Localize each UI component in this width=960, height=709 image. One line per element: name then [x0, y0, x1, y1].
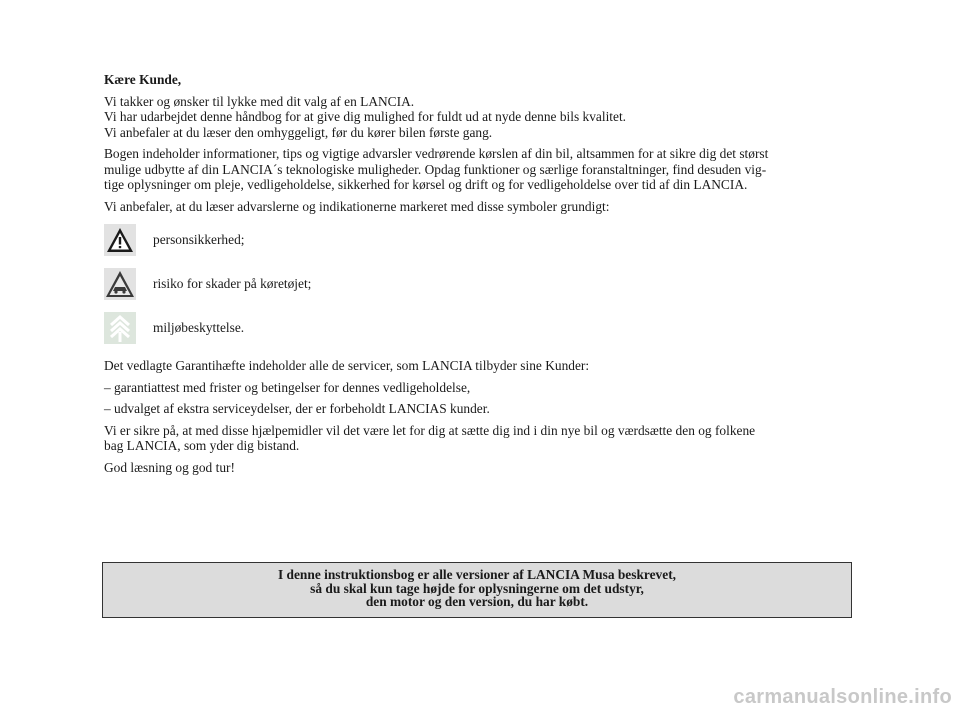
symbol-label: personsikkerhed;: [153, 232, 245, 247]
letter-body: [104, 72, 856, 475]
salutation: Kære Kunde,: [104, 72, 182, 87]
book-content-line: mulige udbytte af din LANCIA´s teknologiske muligheder. Opdag funktioner og særlige foranstaltninger, find desuden vig-: [104, 161, 767, 177]
symbol-label: risiko for skader på køretøjet;: [153, 276, 312, 291]
warning-triangle-icon: [104, 224, 136, 256]
farewell: God læsning og god tur!: [104, 459, 235, 475]
warranty-intro: Det vedlagte Garantihæfte indeholder alle de servicer, som LANCIA tilbyder sine Kunder:: [104, 358, 590, 373]
environment-arrows-icon: [104, 312, 136, 344]
intro-line: Vi takker og ønsker til lykke med dit valg af en LANCIA.: [104, 93, 415, 109]
warranty-item: – udvalget af ekstra serviceydelser, der er forbeholdt LANCIAS kunder.: [104, 401, 490, 416]
warranty-item: – garantiattest med frister og betingelser for dennes vedligeholdelse,: [104, 379, 471, 395]
book-content-line: Bogen indeholder informationer, tips og vigtige advarsler vedrørende kørslen af din bil, altsammen for at sikre dig det størst: [104, 146, 769, 161]
book-content-line: tige oplysninger om pleje, vedligeholdelse, sikkerhed for kørsel og drift og for vedligeholdelse over tid af din LANCIA.: [104, 177, 748, 192]
watermark: carmanualsonline.info: [733, 685, 952, 708]
closing-line: Vi er sikre på, at med disse hjælpemidler vil det være let for dig at sætte dig ind i din nye bil og værdsætte den og folkene: [104, 422, 756, 438]
notice-line: så du skal kun tage højde for oplysningerne om det udstyr,: [310, 580, 644, 596]
notice-line: den motor og den version, du har købt.: [365, 594, 589, 609]
symbols-intro: Vi anbefaler, at du læser advarslerne og indikationerne markeret med disse symboler grundigt:: [104, 198, 610, 214]
symbol-row-personal-safety: [104, 224, 856, 262]
intro-line: Vi har udarbejdet denne håndbog for at give dig mulighed for fuldt ud at nyde denne bils kvalitet.: [104, 109, 627, 124]
version-notice-box: [102, 562, 852, 618]
intro-line: Vi anbefaler at du læser den omhyggeligt, før du kører bilen første gang.: [104, 124, 493, 140]
symbol-row-environment: [104, 312, 856, 350]
notice-line: I denne instruktionsbog er alle versioner af LANCIA Musa beskrevet,: [277, 567, 676, 582]
closing-line: bag LANCIA, som yder dig bistand.: [104, 438, 300, 453]
car-warning-icon: [104, 268, 136, 300]
symbol-row-vehicle-damage: [104, 268, 856, 306]
symbol-label: miljøbeskyttelse.: [153, 320, 245, 335]
